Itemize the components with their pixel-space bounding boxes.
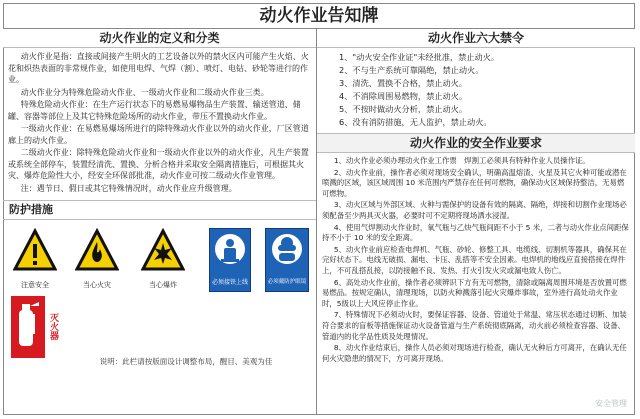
list-item: 2、不与生产系统可靠隔绝，禁止动火。 [339, 65, 484, 75]
sign-label: 灭火器 [48, 312, 58, 340]
list-item: 3、清洗、置换不合格，禁止动火。 [339, 78, 468, 88]
definition-note: 注：遇节日、假日或其它特殊情况时，动火作业应升级管理。 [20, 183, 237, 193]
requirement-paragraph: 5、动火作业前应检查电焊机、气瓶、砂轮、修整工具、电缆线、切割机等器具，确保其在完好状态下。电线无破损、漏电、卡压、乱搭等不安全因素。电焊机的地线应直接搭接在焊件上，不可乱搭乱接，以防接触不良、发热、打火引发火灾或漏电致人伤亡。 [322, 244, 627, 275]
list-item: 1、"动火安全作业证"未经批准，禁止动火。 [339, 52, 500, 62]
fire-warning-icon [75, 228, 119, 288]
list-item: 4、不消除周围易燃物，禁止动火。 [339, 91, 468, 101]
sign-label: 当心火灾 [83, 281, 111, 289]
prohibitions-heading: 动火作业六大禁令 [317, 29, 635, 48]
definition-paragraph: 二级动火作业：除特殊危险动火作业和一级动火作业以外的动火作业，凡生产装置或系统全部停车，装置经清洗、置换、分析合格并采取安全隔离措施后，可根据其火灾、爆炸危险性大小，经安全环保部批准，动火作业可按二级动火作业管理。 [8, 148, 309, 180]
left-column [3, 29, 317, 415]
right-column [317, 29, 635, 415]
protection-signs [3, 220, 316, 366]
sign-label: 当心爆炸 [149, 281, 177, 289]
explosion-warning-icon [141, 228, 185, 288]
watermark: 安全管理 [595, 399, 627, 408]
goggles-icon [265, 228, 309, 292]
requirement-paragraph: 2、动火作业前，操作者必须对现场安全确认，明确高温熔渣、火星及其它火种可能或潜在喷溅的区域，该区域周围 10 米范围内严禁存在任何可燃物，确保动火区域保持整洁，无易燃可燃物。 [322, 167, 627, 198]
definition-paragraph: 动火作业分为特殊危险动火作业、一级动火作业和二级动火作业三类。 [20, 87, 269, 97]
definition-body [3, 48, 316, 194]
warning-triangle-icon [13, 228, 57, 288]
fire-extinguisher-icon [11, 296, 45, 358]
definition-paragraph: 动火作业是指：直接或间接产生明火的工艺设备以外的禁火区内可能产生火焰、火花和炽热表面的非常规作业，如使用电焊、气焊（割）、喷灯、电钻、砂轮等进行的作业。 [8, 52, 309, 84]
requirement-paragraph: 4、使用气焊割动火作业时，氧气瓶与乙炔气瓶间距不小于 5 米，二者与动火作业点间距保持不小于 10 米的安全距离。 [322, 222, 629, 243]
requirement-paragraph: 7、特殊情况下必须动火时，要保证容器、设备、管道处于常温、常压状态通过切断、加装符合要求的盲板等措施保证动火设备管道与生产系统彻底隔离，动火前必须检查容器、设备、管道内的化学品性质及处理情况。 [322, 310, 627, 341]
definition-paragraph: 一级动火作业：在易燃易爆场所进行的除特殊动火作业以外的动火作业，厂区管道廊上的动火作业。 [8, 124, 309, 145]
mandatory-wear-icon [209, 228, 251, 292]
requirement-paragraph: 3、动火区域与外部区域、火种与需保护的设备有效的隔离、隔绝，焊接和切割作业现场必须配备至少两具灭火器，必要时可不定期将现场洒水浸湿。 [322, 200, 627, 220]
protection-heading: 防护措施 [3, 200, 316, 220]
definition-heading: 动火作业的定义和分类 [3, 29, 316, 48]
requirement-paragraph: 6、高处动火作业前，操作者必须辨识下方有无可燃物，清除或隔离周围环境是否放置可燃易燃品。按规定确认，清理现场，以防火种溅落引起火灾爆炸事故，室外进行高处动火作业时，5级以上大风应停止作业。 [322, 277, 627, 308]
requirement-paragraph: 1、动火作业必须办理动火作业工作票 焊割工必须具有特种作业人员操作证。 [333, 156, 590, 165]
sign-label: 注意安全 [21, 281, 49, 289]
requirement-paragraph: 8、动火作业结束后，操作人员必须对现场进行检查，确认无火种后方可离开，在确认无任何火灾隐患的情况下，方可离开现场。 [322, 343, 627, 363]
list-item: 5、不按时做动火分析，禁止动火。 [339, 104, 468, 114]
list-item: 6、没有消防措施，无人监护，禁止动火。 [339, 117, 492, 127]
definition-paragraph: 特殊危险动火作业：在生产运行状态下的易燃易爆物品生产装置、输送管道、储罐、容器等部位上及其它特殊危险场所的动火作业，带压不置换动火作业。 [8, 100, 301, 121]
sign-label: 必须接铁上线 [211, 279, 248, 286]
sign-label: 必须戴防护眼镜 [267, 279, 307, 285]
fire-extinguisher-label-panel [47, 296, 65, 358]
requirements-heading: 动火作业的安全作业要求 [317, 133, 635, 153]
protection-caption: 说明：此栏请按版面设计调整布局，醒目、美观为佳 [99, 357, 273, 366]
requirements-body [317, 153, 635, 364]
page-title: 动火作业告知牌 [3, 3, 635, 29]
prohibitions-list [317, 48, 635, 129]
